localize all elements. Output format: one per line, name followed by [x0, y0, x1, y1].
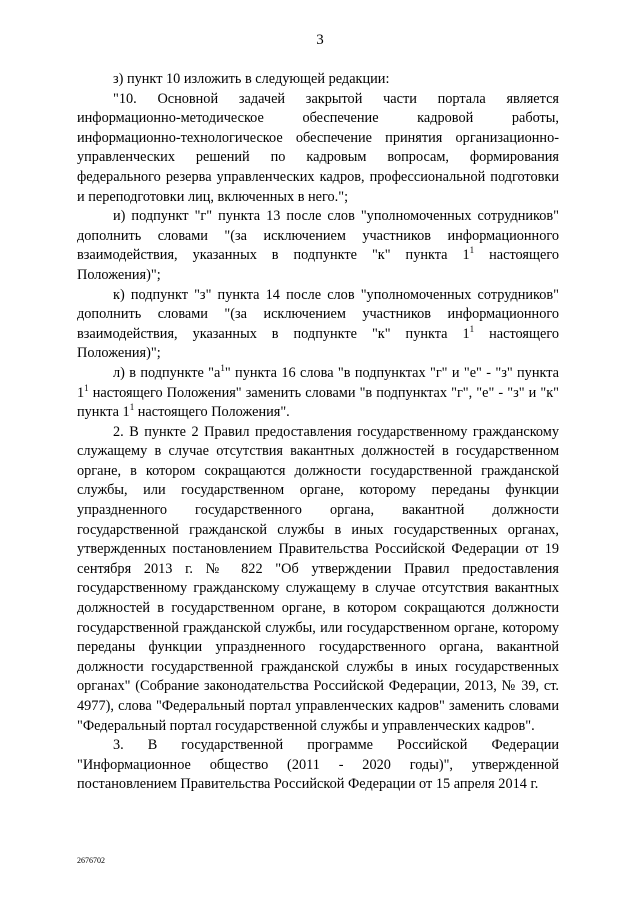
page-number: 3: [316, 32, 324, 48]
paragraph-k-text: к) подпункт "з" пункта 14 после слов "уполномоченных сотрудников" дополнить словами "(за исключением участников информационного взаимодействия, указанных в подпункте "к" пункта 1: [77, 286, 559, 342]
paragraph-l-text-1: л) в подпункте "а: [113, 364, 221, 381]
paragraph-k-end: настоящего Положения)";: [77, 325, 559, 362]
paragraph-l-text-3: настоящего Положения" заменить словами "в подпунктах "г", "е" - "з" и "к" пункта 1: [77, 384, 559, 421]
paragraph-k: [77, 286, 559, 364]
paragraph-l-text-2: " пункта 16 слова "в подпунктах "г" и "е" - "з" пункта 1: [77, 364, 559, 401]
paragraph-section-3: 3. В государственной программе Российской Федерации "Информационное общество (2011 - 2020 годы)", утвержденной постановлением Правительства Российской Федерации от 15 апреля 2014 г.: [77, 737, 559, 793]
paragraph-l-text-4: настоящего Положения".: [134, 404, 290, 421]
superscript: 1: [469, 245, 475, 256]
document-id: 2676702: [77, 856, 105, 865]
superscript: 1: [84, 382, 89, 393]
paragraph-i: [77, 207, 559, 285]
paragraph-z: з) пункт 10 изложить в следующей редакции:: [113, 71, 390, 87]
paragraph-i-text: и) подпункт "г" пункта 13 после слов "уполномоченных сотрудников" дополнить словами "(за исключением участников информационного взаимодействия, указанных в подпункте "к" пункта 1: [77, 208, 559, 264]
superscript: 1: [220, 363, 225, 374]
superscript: 1: [129, 402, 135, 413]
paragraph-l: [77, 364, 559, 423]
paragraph-i-end: настоящего Положения)";: [77, 247, 559, 283]
document-body: [77, 70, 559, 795]
paragraph-section-2: 2. В пункте 2 Правил предоставления государственному гражданскому служащему в случае отсутствия вакантных должностей в государственном органе, в котором сокращаются должности государственной гражданской службы, или государственном органе, которому переданы функции упраздненного государственного органа, вакантной должности государственной гражданской службы в иных государственных органах, утвержденных постановлением Правительства Российской Федерации от 19 сентября 2013 г. № 822 "Об утверждении Правил предоставления государственному гражданскому служащему в случае отсутствия вакантных должностей в государственном органе, в котором сокращаются должности государственной гражданской службы, или государственном органе, которому переданы функции упраздненного государственного органа, вакантной должности государственной гражданской службы в иных государственных органах" (Собрание законодательства Российской Федерации, 2013, № 39, ст. 4977), слова "Федеральный портал управленческих кадров" заменить словами "Федеральный портал государственной службы и управленческих кадров".: [77, 423, 559, 734]
superscript: 1: [469, 323, 475, 334]
paragraph-item-10: "10. Основной задачей закрытой части портала является информационно-методическое обеспечение кадровой работы, информационно-технологическое обеспечение принятия организационно-управленческих решений по кадровым вопросам, формирования федерального резерва управленческих кадров, профессиональной подготовки и переподготовки лиц, включенных в него.";: [77, 90, 559, 205]
